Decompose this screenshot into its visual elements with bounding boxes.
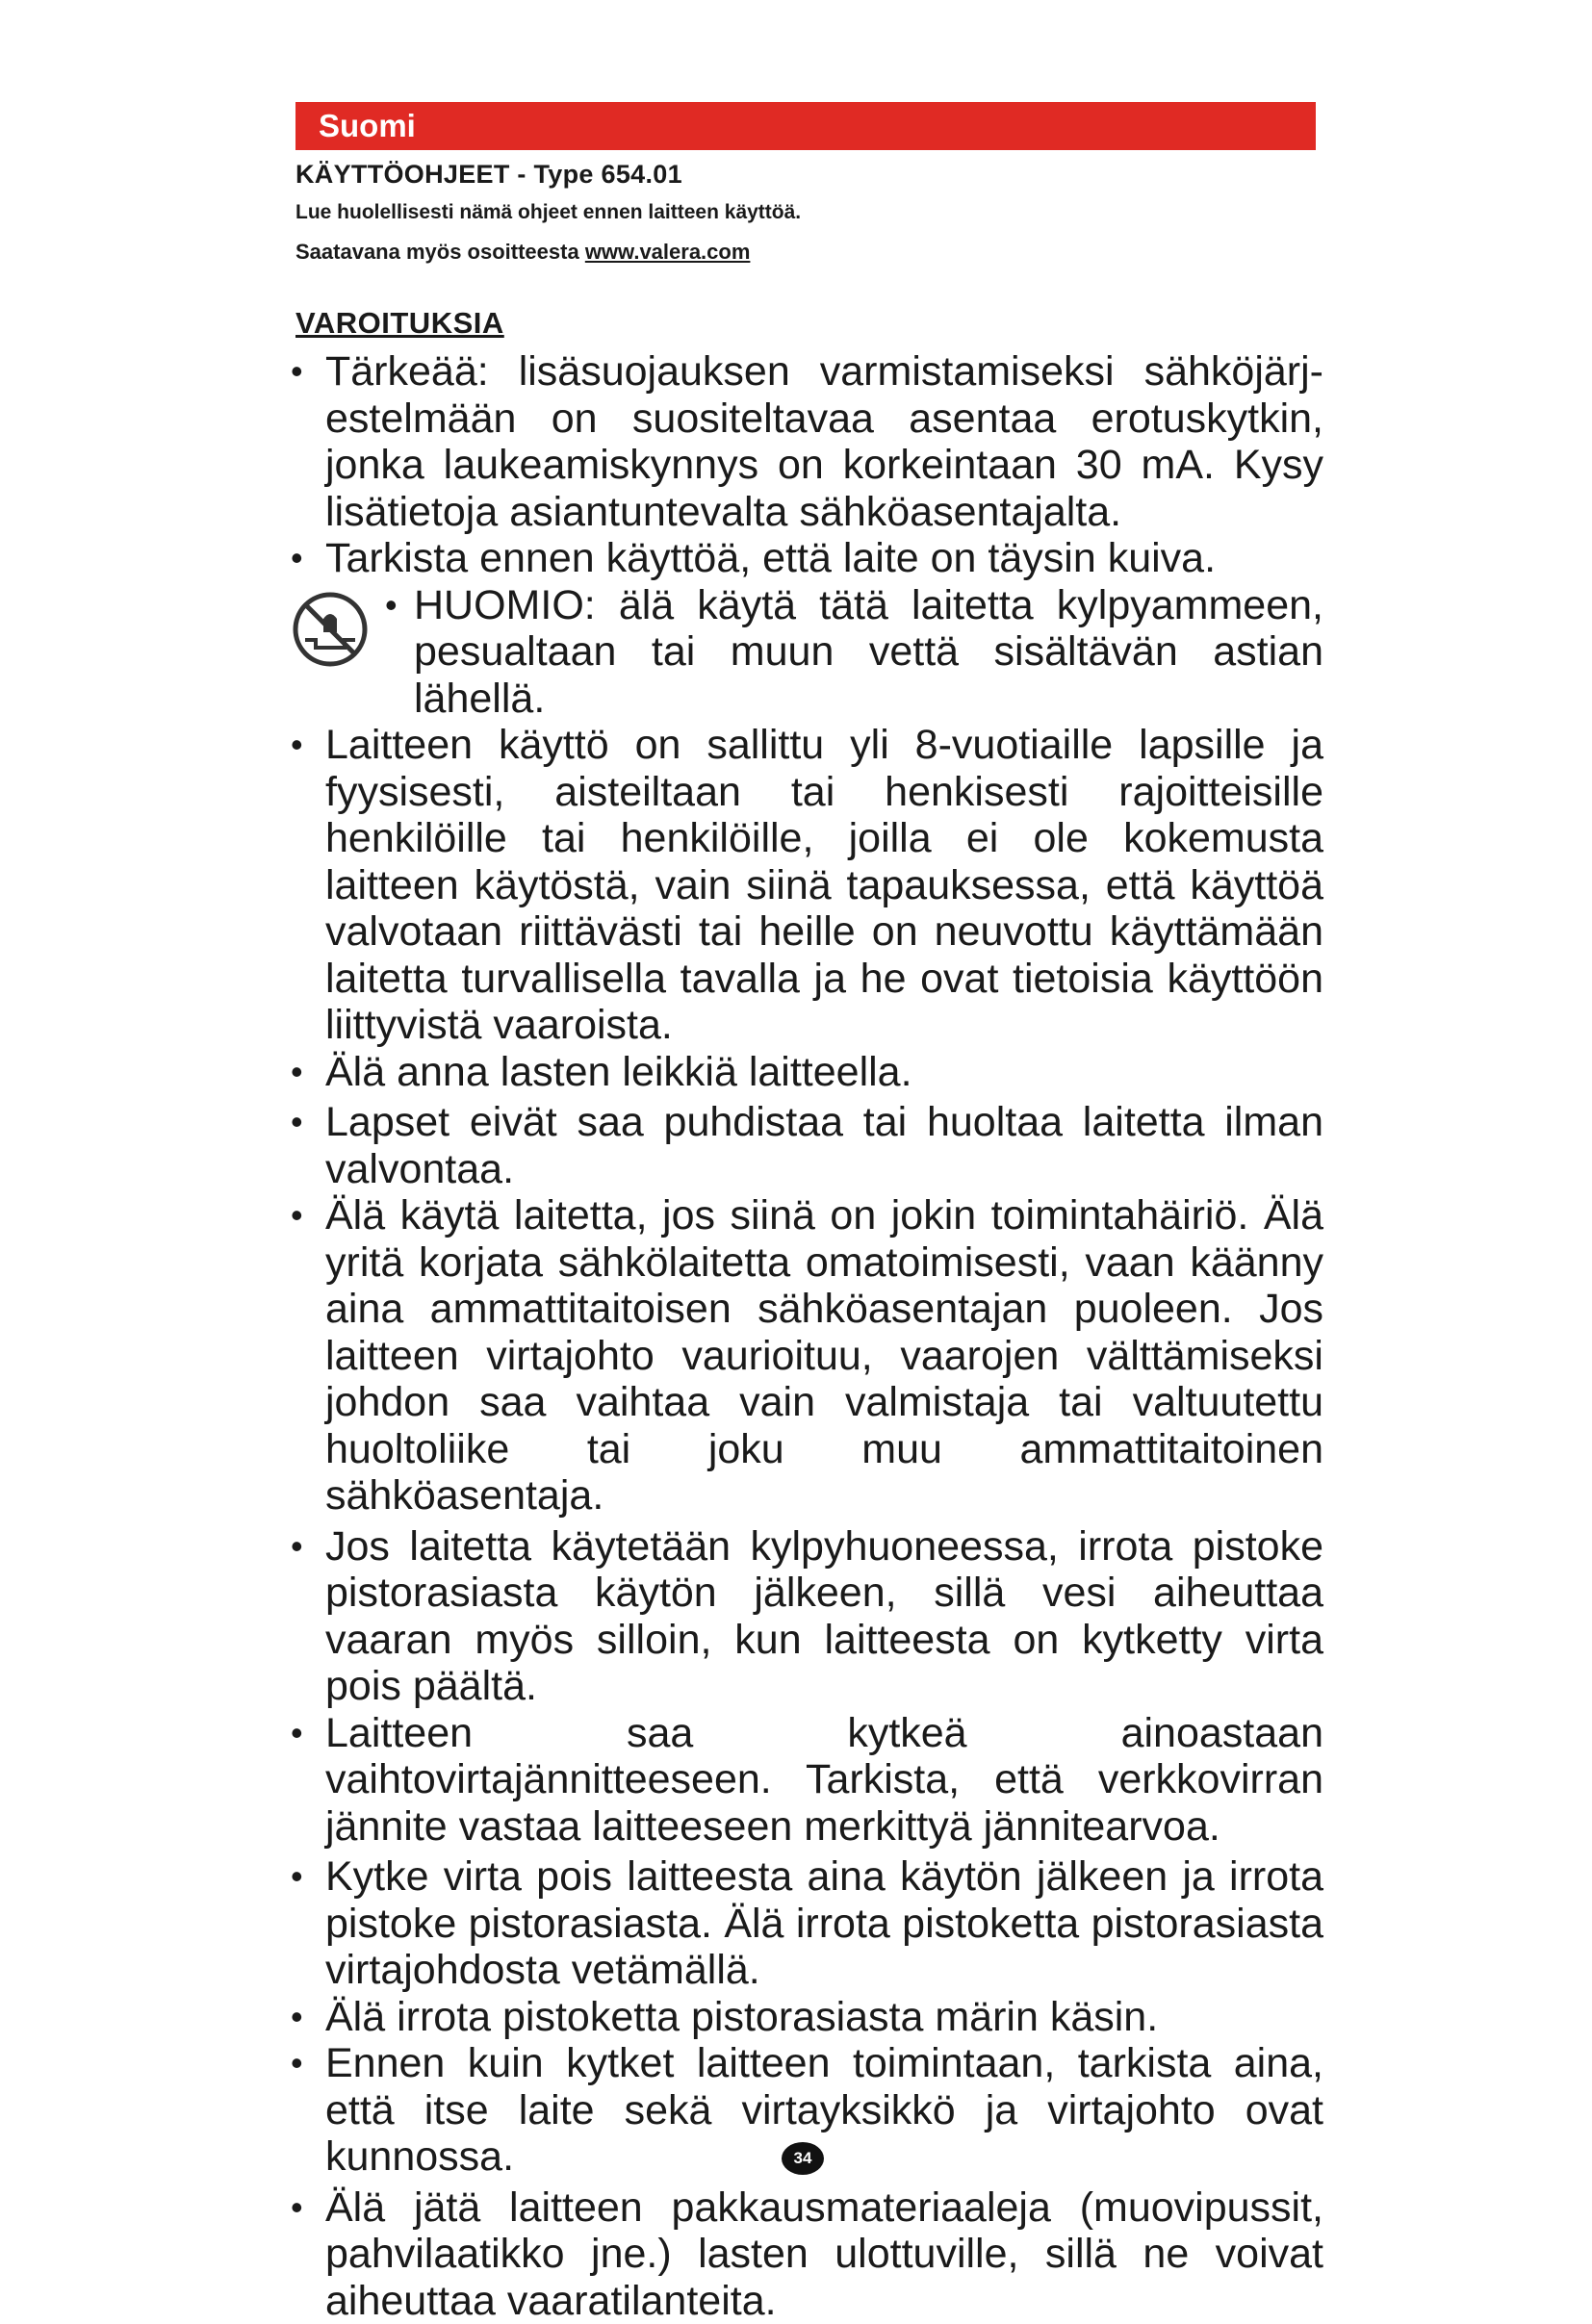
document-header <box>295 160 1316 265</box>
page-number: 34 <box>782 2142 824 2175</box>
warnings-heading: VAROITUKSIA <box>295 306 504 341</box>
warning-item: • Laitteen käyttö on sallittu yli 8-vuotiaille lapsille ja fyysisesti, aisteiltaan tai henkisesti rajoitteisille henkilöille tai henkilöille, joilla ei ole kokemusta laitteen käytöstä, vain siinä tapauksessa, että käyttöä valvotaan riittävästi tai heille on neuvottu käyttämään laitetta turvallisella tavalla ja he ovat tietoisia käyttöön liittyvistä vaaroista. <box>289 722 1323 1049</box>
warning-item: • Älä käytä laitetta, jos siinä on jokin toimintahäiriö. Älä yritä korjata sähkölaitetta omatoimisesti, vaan käänny aina ammattitaitoisen sähköasentajan puoleen. Jos laitteen virtajohto vaurioituu, vaarojen välttämiseksi johdon saa vaihtaa vain valmistaja tai valtuutettu huoltoliike tai joku muu ammattitaitoinen sähköasentaja. <box>289 1192 1323 1520</box>
warning-item: • Kytke virta pois laitteesta aina käytön jälkeen ja irrota pistoke pistorasiasta. Älä irrota pistoketta pistorasiasta virtajohdosta vetämällä. <box>289 1853 1323 1994</box>
warning-item: • Tärkeää: lisäsuojauksen varmistamiseksi sähköjärj-estelmään on suositeltavaa asentaa erotuskytkin, jonka laukeamiskynnys on korkeintaan 30 mA. Kysy lisätietoja asiantuntevalta sähköasentajalta. <box>289 348 1323 535</box>
language-tab: Suomi <box>295 102 1316 150</box>
warnings-list <box>289 348 1323 2324</box>
availability-note <box>295 240 1316 265</box>
document-title: KÄYTTÖOHJEET - Type 654.01 <box>295 160 1316 190</box>
read-instructions-note: Lue huolellisesti nämä ohjeet ennen laitteen käyttöä. <box>295 201 1316 224</box>
warning-item: • Lapset eivät saa puhdistaa tai huoltaa laitetta ilman valvontaa. <box>289 1099 1323 1192</box>
warning-item: • Jos laitetta käytetään kylpyhuoneessa, irrota pistoke pistorasiasta käytön jälkeen, sillä vesi aiheuttaa vaaran myös silloin, kun laitteesta on kytketty virta pois päältä. <box>289 1523 1323 1710</box>
warning-item-water <box>289 582 1323 723</box>
warning-item: • Älä anna lasten leikkiä laitteella. <box>289 1049 1323 1096</box>
warning-item: • Älä jätä laitteen pakkausmateriaaleja (muovipussit, pahvilaatikko jne.) lasten ulottuville, sillä ne voivat aiheuttaa vaaratilanteita. <box>289 2184 1323 2324</box>
warning-item: • Laitteen saa kytkeä ainoastaan vaihtovirtajännitteeseen. Tarkista, että verkkovirran jännite vastaa laitteeseen merkittyä jännitearvoa. <box>289 1710 1323 1851</box>
website-link[interactable]: www.valera.com <box>585 240 751 264</box>
no-immersion-icon <box>291 590 370 669</box>
availability-prefix: Saatavana myös osoitteesta <box>295 240 585 264</box>
warning-item: • Ennen kuin kytket laitteen toimintaan, tarkista aina, että itse laite sekä virtayksikkö ja virtajohto ovat kunnossa. <box>289 2040 1323 2181</box>
warning-item-text: HUOMIO: älä käytä tätä laitetta kylpyammeen, pesualtaan tai muun vettä sisältävän astian lähellä. <box>414 582 1323 722</box>
warning-item: • Tarkista ennen käyttöä, että laite on täysin kuiva. <box>289 535 1323 582</box>
warning-item: • Älä irrota pistoketta pistorasiasta märin käsin. <box>289 1994 1323 2041</box>
